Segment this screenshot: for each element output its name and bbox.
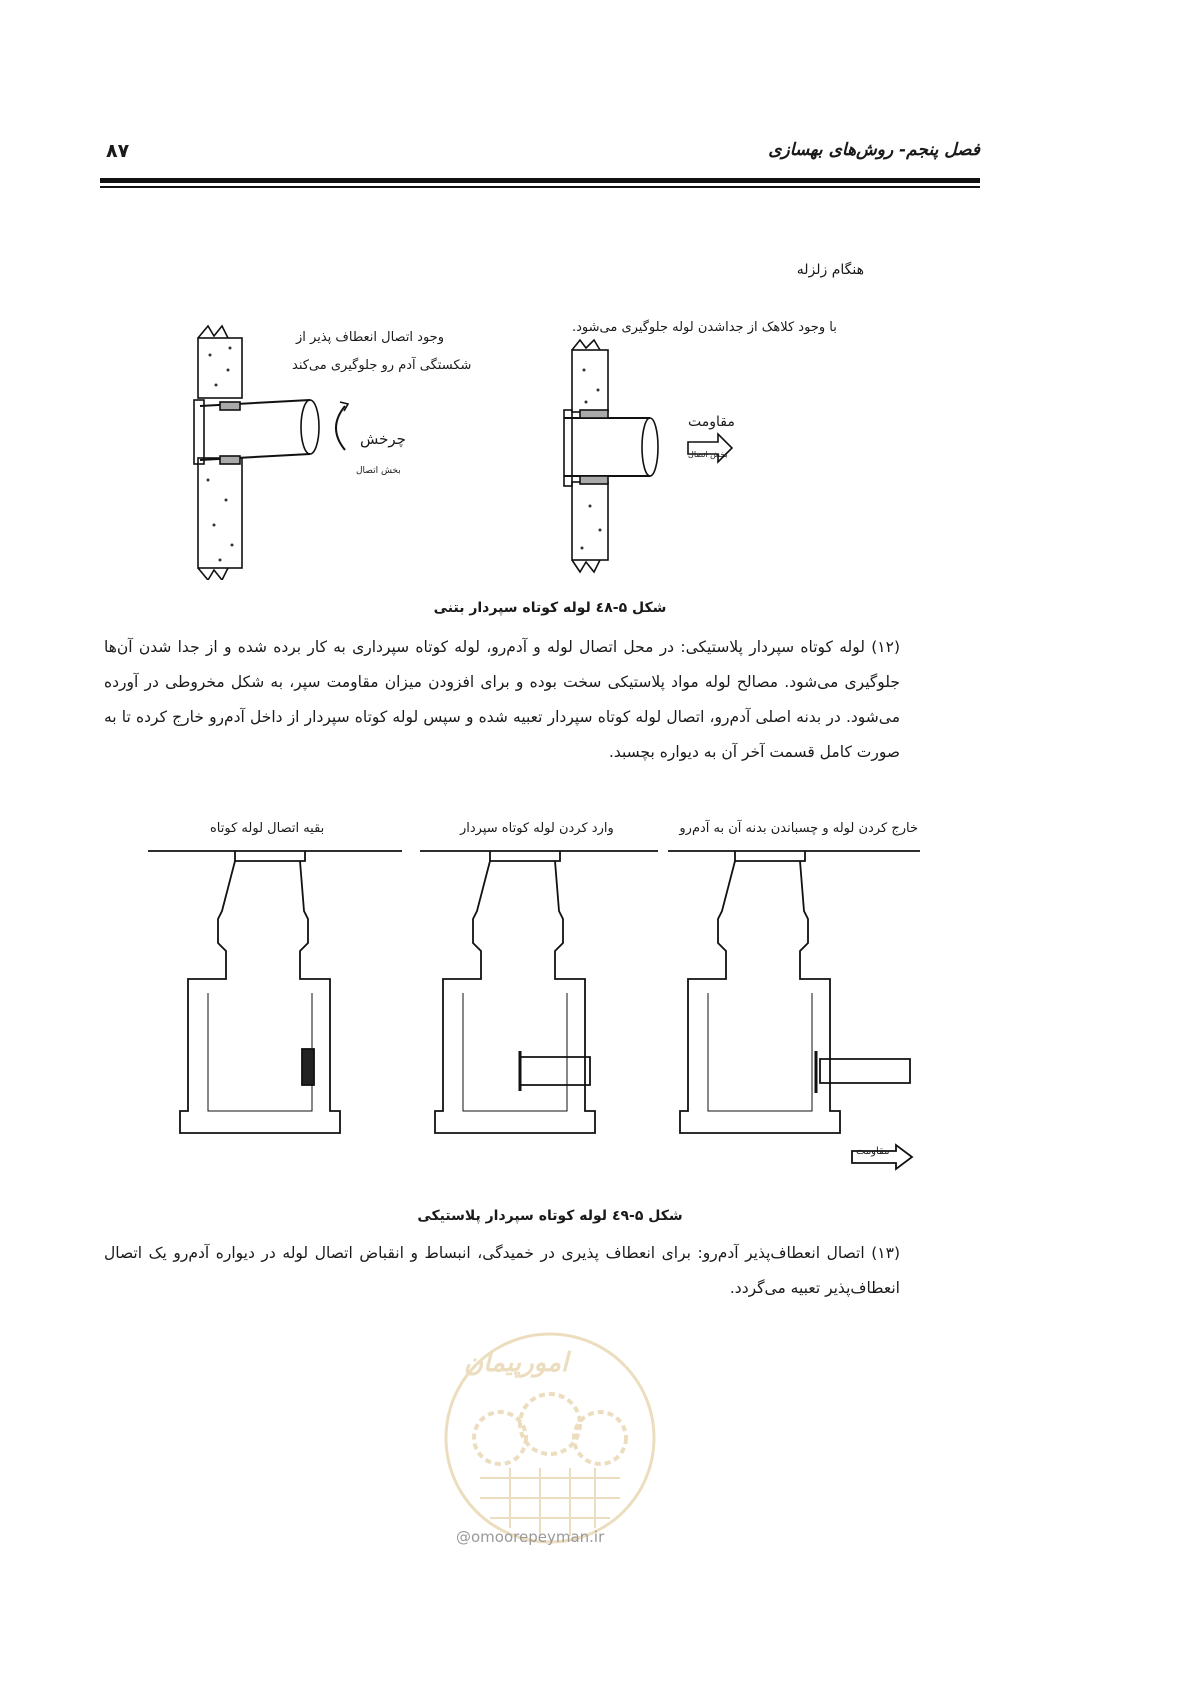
figure-48-right-label: با وجود کلاهک از جداشدن لوله جلوگیری می‌شود.: [572, 320, 837, 335]
figure-49-label-left: بقیه اتصال لوله کوتاه: [210, 821, 325, 836]
figure-48-left-label-line1: وجود اتصال انعطاف پذیر از: [296, 330, 444, 345]
watermark-at-icon: @: [456, 1528, 471, 1546]
page-header: [100, 138, 980, 188]
figure-48-right-joint-label: بخش اتصال: [688, 450, 728, 459]
figure-48-drawing: [180, 310, 760, 580]
figure-48-rotation-label: چرخش: [360, 430, 406, 448]
watermark-url: [456, 1528, 604, 1546]
figure-49-caption: شکل ۵-٤۹ لوله کوتاه سپردار پلاستیکی: [417, 1208, 683, 1224]
figure-48-left-joint-label: بخش اتصال: [356, 466, 401, 476]
paragraph-12-text: (۱۲) لوله کوتاه سپردار پلاستیکی: در محل اتصال لوله و آدم‌رو، لوله کوتاه سپرداری به کار برده شده و از جدا شدن آن‌ها جلوگیری می‌شود. مصالح لوله مواد پلاستیکی سخت بوده و برای افزودن میزان مقاومت سپر، به شکل مخروطی در آورده می‌شود. در بدنه اصلی آدم‌رو، اتصال لوله کوتاه سپردار تعبیه شده و سپس لوله کوتاه سپردار از داخل آدم‌رو خارج کرده تا به صورت کامل قسمت آخر آن به دیواره بچسبد.: [104, 638, 900, 761]
paragraph-13: [104, 1236, 924, 1306]
figure-49-label-right: خارج کردن لوله و چسباندن بدنه آن به آدم‌رو: [679, 821, 918, 836]
header-rule-thin: [100, 186, 980, 188]
figure-48-left-label-line2: شکستگی آدم رو جلوگیری می‌کند: [292, 358, 472, 373]
figure-48-resistance-label: مقاومت: [688, 414, 735, 430]
paragraph-12: [104, 630, 924, 770]
figure-48-caption: شکل ۵-٤۸ لوله کوتاه سپردار بتنی: [433, 600, 667, 616]
watermark-logo-text: امورپیمان: [464, 1348, 569, 1378]
top-note: هنگام زلزله: [796, 262, 864, 278]
figure-48: [180, 310, 837, 580]
watermark-url-text: omoorepeyman.ir: [471, 1528, 605, 1546]
chapter-title: فصل پنجم- روش‌های بهسازی: [768, 140, 980, 160]
figure-49: [140, 815, 940, 1175]
figure-49-drawing: [140, 815, 940, 1175]
figure-49-label-middle: وارد کردن لوله کوتاه سپردار: [460, 821, 614, 836]
paragraph-13-text: (۱۳) اتصال انعطاف‌پذیر آدم‌رو: برای انعطاف پذیری در خمیدگی، انبساط و انقباض اتصال لوله در دیواره آدم‌رو یک اتصال انعطاف‌پذیر تعبیه می‌گردد.: [104, 1244, 900, 1297]
header-rule-thick: [100, 178, 980, 183]
watermark-logo: [440, 1328, 660, 1548]
page-number: ۸۷: [106, 140, 130, 162]
figure-49-resistance-label: مقاومت: [856, 1146, 890, 1157]
